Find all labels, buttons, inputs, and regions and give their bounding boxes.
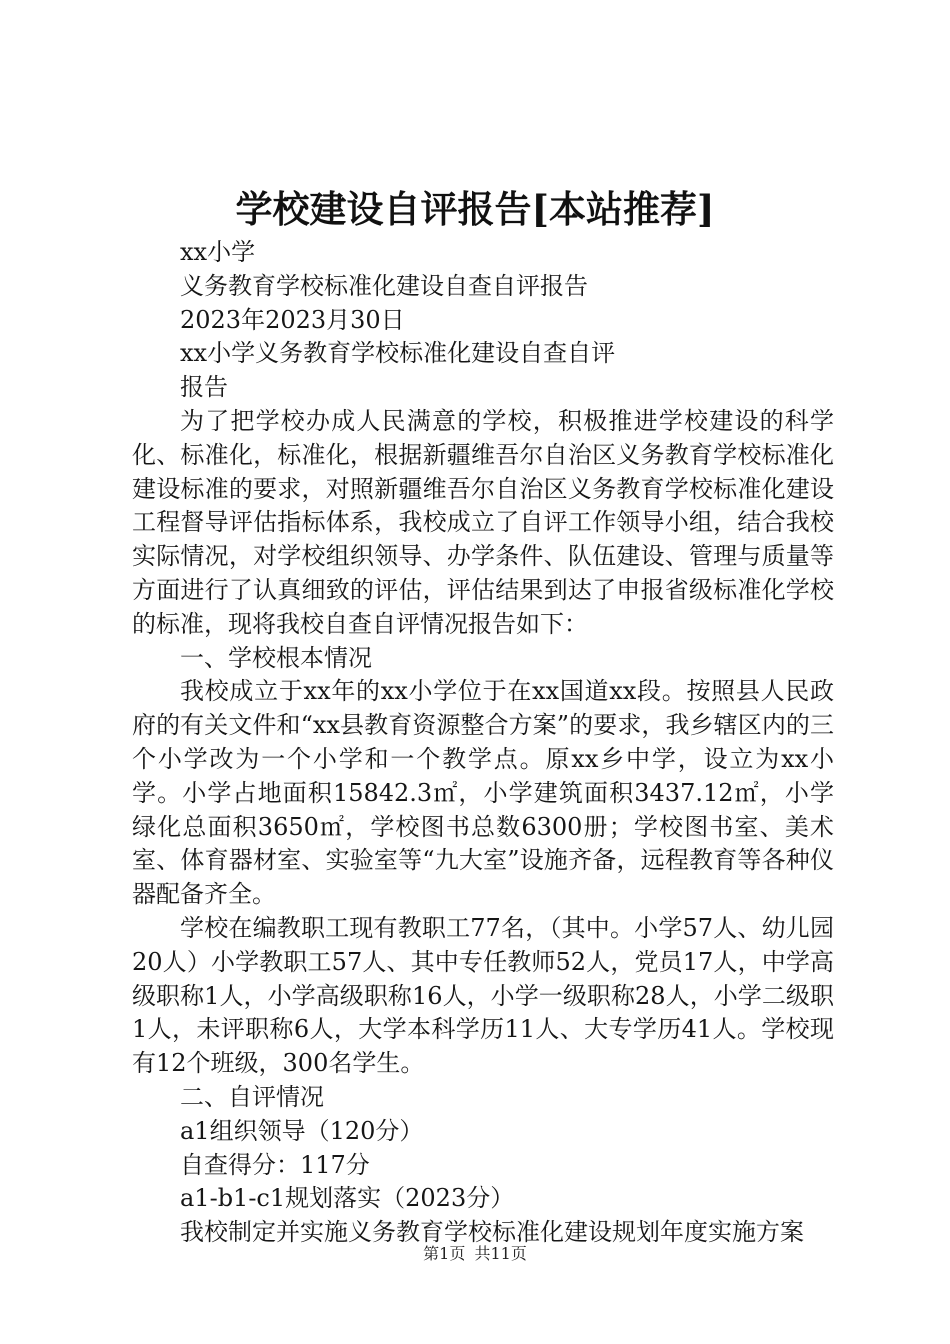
document-body	[132, 236, 834, 1250]
report-date-line: 2023年2023月30日	[180, 305, 405, 334]
page-number: 第1页	[423, 1244, 466, 1263]
report-heading-continuation: 报告	[180, 373, 228, 402]
page-footer	[0, 1241, 950, 1264]
intro-paragraph: 为了把学校办成人民满意的学校，积极推进学校建设的科学化、标准化，标准化，根据新疆维吾尔自治区义务教育学校标准化建设标准的要求，对照新疆维吾尔自治区义务教育学校标准化建设工程督导评估指标体系，我校成立了自评工作领导小组，结合我校实际情况，对学校组织领导、办学条件、队伍建设、管理与质量等方面进行了认真细致的评估，评估结果到达了申报省级标准化学校的标准，现将我校自查自评情况报告如下：	[132, 406, 834, 638]
planning-paragraph: 我校制定并实施义务教育学校标准化建设规划年度实施方案	[180, 1218, 804, 1247]
staff-paragraph: 学校在编教职工现有教职工77名，（其中。小学57人、幼儿园20人）小学教职工57人、其中专任教师52人，党员17人，中学高级职称1人，小学高级职称16人，小学一级职称28人，小学二级职1人，未评职称6人，大学本科学历11人、大专学历41人。学校现有12个班级，300名学生。	[132, 913, 834, 1078]
document-title: 学校建设自评报告[本站推荐]	[235, 187, 715, 231]
section-heading-basic-info: 一、学校根本情况	[180, 643, 372, 672]
self-score-line: 自查得分：117分	[180, 1150, 370, 1179]
page-total: 共11页	[474, 1244, 527, 1263]
item-organization-leadership: a1组织领导（120分）	[180, 1116, 424, 1145]
report-heading-line: xx小学义务教育学校标准化建设自查自评	[180, 339, 616, 368]
report-subtitle-line: 义务教育学校标准化建设自查自评报告	[180, 271, 588, 300]
item-planning-implementation: a1-b1-c1规划落实（2023分）	[180, 1184, 515, 1213]
section-heading-self-evaluation: 二、自评情况	[180, 1082, 324, 1111]
school-name-line: xx小学	[180, 238, 256, 266]
school-overview-paragraph: 我校成立于xx年的xx小学位于在xx国道xx段。按照县人民政府的有关文件和“xx县教育资源整合方案”的要求，我乡辖区内的三个小学改为一个小学和一个教学点。原xx乡中学，设立为xx小学。小学占地面积15842.3㎡，小学建筑面积3437.12㎡，小学绿化总面积3650㎡，学校图书总数6300册；学校图书室、美术室、体育器材室、实验室等“九大室”设施齐备，远程教育等各种仪器配备齐全。	[132, 677, 834, 909]
